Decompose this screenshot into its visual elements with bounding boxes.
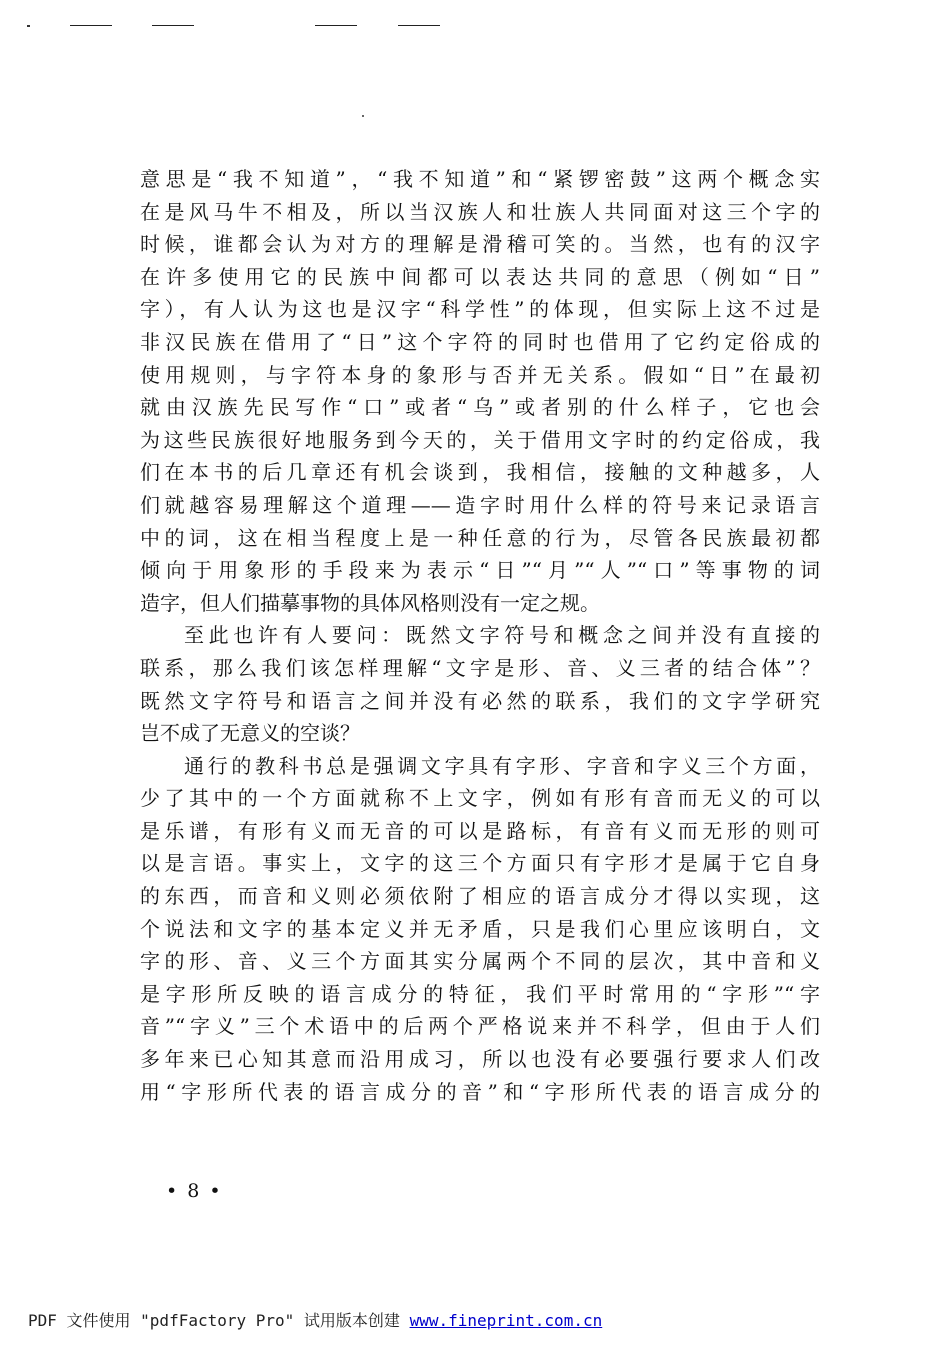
footer-link[interactable]: www.fineprint.com.cn	[409, 1311, 603, 1330]
text-line: 倾向于用象形的手段来为表示“日”“月”“人”“口”等事物的词	[140, 558, 820, 583]
header-rule	[315, 25, 357, 26]
text-line: 少了其中的一个方面就称不上文字，例如有形有音而无义的可以	[140, 786, 820, 811]
page-number: • 8 •	[166, 1180, 223, 1202]
header-rule	[70, 25, 112, 26]
header-rule	[398, 25, 440, 26]
text-line: 音”“字义”三个术语中的后两个严格说来并不科学，但由于人们	[140, 1014, 820, 1039]
body-text	[140, 163, 820, 1108]
text-line: 字的形、音、义三个方面其实分属两个不同的层次，其中音和义	[140, 949, 820, 974]
text-line: 通行的教科书总是强调文字具有字形、字音和字义三个方面，	[184, 753, 820, 778]
text-line: 用“字形所代表的语言成分的音”和“字形所代表的语言成分的	[140, 1079, 820, 1104]
text-line: 意思是“我不知道”，“我不知道”和“紧锣密鼓”这两个概念实	[140, 167, 820, 191]
text-line: 的东西，而音和义则必须依附了相应的语言成分才得以实现，这	[140, 884, 820, 909]
text-line: 以是言语。事实上，文字的这三个方面只有字形才是属于它自身	[140, 851, 820, 876]
text-line: 就由汉族先民写作“口”或者“乌”或者别的什么样子，它也会	[140, 395, 820, 420]
text-line: 个说法和文字的基本定义并无矛盾，只是我们心里应该明白，文	[140, 916, 820, 941]
text-line: 联系，那么我们该怎样理解“文字是形、音、义三者的结合体”？	[140, 655, 820, 680]
text-line: 是字形所反映的语言成分的特征，我们平时常用的“字形”“字	[140, 981, 820, 1006]
text-line: 造字，但人们描摹事物的具体风格则没有一定之规。	[140, 590, 600, 615]
text-line: 至此也许有人要问：既然文字符号和概念之间并没有直接的	[184, 623, 820, 648]
text-line: 在是风马牛不相及，所以当汉族人和壮族人共同面对这三个字的	[140, 199, 820, 224]
text-line: 多年来已心知其意而沿用成习，所以也没有必要强行要求人们改	[140, 1047, 820, 1072]
text-line: 时候，谁都会认为对方的理解是滑稽可笑的。当然，也有的汉字	[140, 232, 820, 257]
header-rule	[152, 25, 194, 26]
text-line: 岂不成了无意义的空谈？	[140, 721, 360, 746]
text-line: 既然文字符号和语言之间并没有必然的联系，我们的文字学研究	[140, 688, 820, 713]
text-line: 字），有人认为这也是汉字“科学性”的体现，但实际上这不过是	[140, 297, 820, 322]
scan-mark	[27, 25, 30, 27]
text-line: 是乐谱，有形有义而无音的可以是路标，有音有义而无形的则可	[140, 818, 820, 843]
footer-text: PDF 文件使用 "pdfFactory Pro" 试用版本创建	[28, 1311, 410, 1330]
text-line: 中的词，这在相当程度上是一种任意的行为，尽管各民族最初都	[140, 525, 820, 550]
scan-speck	[362, 115, 364, 117]
text-line: 在许多使用它的民族中间都可以表达共同的意思（例如“日”	[140, 264, 820, 289]
text-line: 非汉民族在借用了“日”这个字符的同时也借用了它约定俗成的	[140, 329, 820, 354]
text-line: 为这些民族很好地服务到今天的，关于借用文字时的约定俗成，我	[140, 427, 820, 452]
text-line: 使用规则，与字符本身的象形与否并无关系。假如“日”在最初	[140, 362, 820, 387]
pdf-footer	[28, 1308, 602, 1331]
text-line: 们在本书的后几章还有机会谈到，我相信，接触的文种越多，人	[140, 460, 820, 485]
text-line: 们就越容易理解这个道理——造字时用什么样的符号来记录语言	[140, 492, 820, 517]
